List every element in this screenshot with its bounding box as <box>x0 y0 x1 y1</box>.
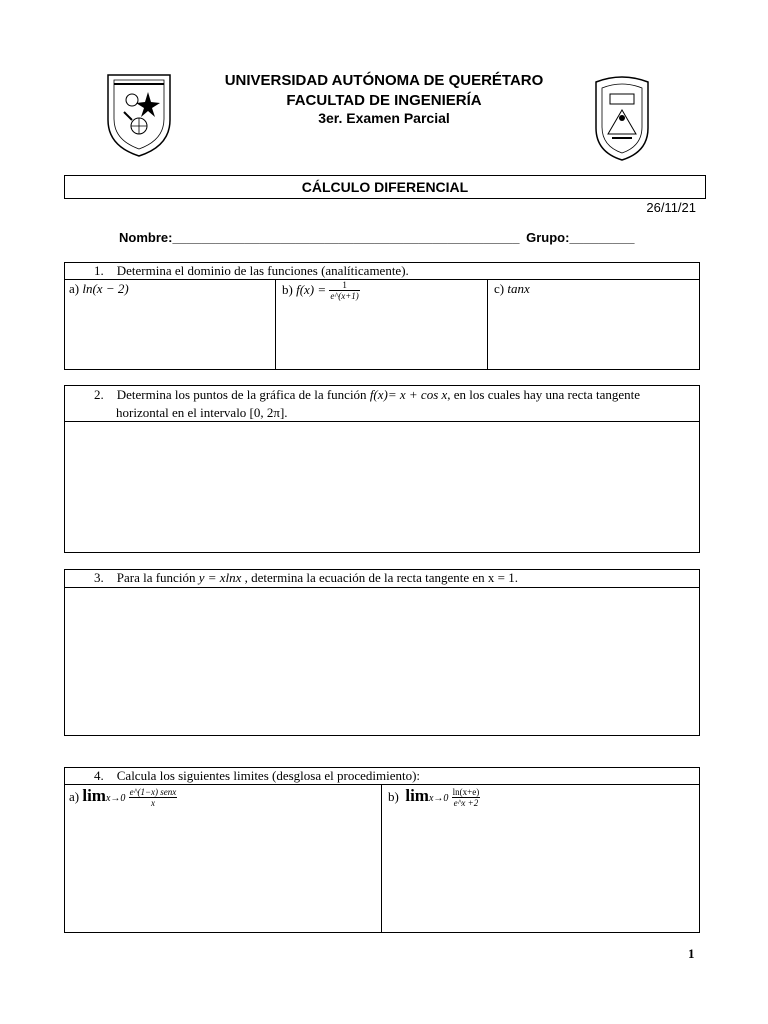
q1-part-b: b) f(x) = $\frac{1}{e\^{}(x+1)}$ <box>282 280 359 301</box>
q1-col-divider-1 <box>275 279 276 370</box>
q3-prompt: 3. Para la función y = xlnx , determina la ecuación de la recta tangente en x = 1. <box>94 570 519 585</box>
q4-part-b: b) limx→0 $\frac{\ln(x+e)}{e\^{}x +2}$ <box>388 786 480 809</box>
q1-part-c: c) tanx <box>494 281 530 296</box>
q1-divider <box>64 279 700 280</box>
q1-prompt: 1. Determina el dominio de las funciones (analíticamente). <box>94 263 409 278</box>
q1-part-a: a) ln(x − 2) <box>69 281 129 296</box>
q4-divider <box>64 784 700 785</box>
q3-answer-area[interactable] <box>66 589 698 734</box>
q2-prompt-line2: horizontal en el intervalo [0, 2π]. <box>116 405 288 420</box>
q1-answer-area-a[interactable] <box>66 300 273 368</box>
university-name: UNIVERSIDAD AUTÓNOMA DE QUERÉTARO <box>224 72 544 89</box>
name-label: Nombre: <box>119 230 173 245</box>
q3-divider <box>64 587 700 588</box>
faculty-name: FACULTAD DE INGENIERÍA <box>286 92 482 109</box>
q1-col-divider-2 <box>487 279 488 370</box>
q4-prompt: 4. Calcula los siguientes limites (desglosa el procedimiento): <box>94 768 421 783</box>
course-title: CÁLCULO DIFERENCIAL <box>301 179 469 195</box>
q1-answer-area-c[interactable] <box>489 300 698 368</box>
exam-date: 26/11/21 <box>646 200 696 215</box>
exam-title: 3er. Examen Parcial <box>318 110 450 126</box>
q2-divider <box>64 421 700 422</box>
q4-col-divider <box>381 784 382 933</box>
student-line <box>119 230 635 245</box>
q4-answer-area-b[interactable] <box>383 825 698 931</box>
group-blank[interactable]: _________ <box>569 230 635 245</box>
group-label: Grupo: <box>526 230 570 245</box>
q4-part-a: a) limx→0 $\frac{\text{e\textasciicircum{}(1−x) senx}}{x}$ <box>69 786 177 809</box>
q2-answer-area[interactable] <box>66 423 698 551</box>
name-blank[interactable]: ________________________________________________ <box>172 230 520 245</box>
course-title-box <box>64 175 706 199</box>
page-number: 1 <box>688 946 695 961</box>
q4-answer-area-a[interactable] <box>66 825 379 931</box>
q2-prompt-line1: 2. Determina los puntos de la gráfica de la función f(x)= x + cos x, en los cuales hay una recta tangente <box>94 387 641 402</box>
q1-answer-area-b[interactable] <box>277 305 485 368</box>
